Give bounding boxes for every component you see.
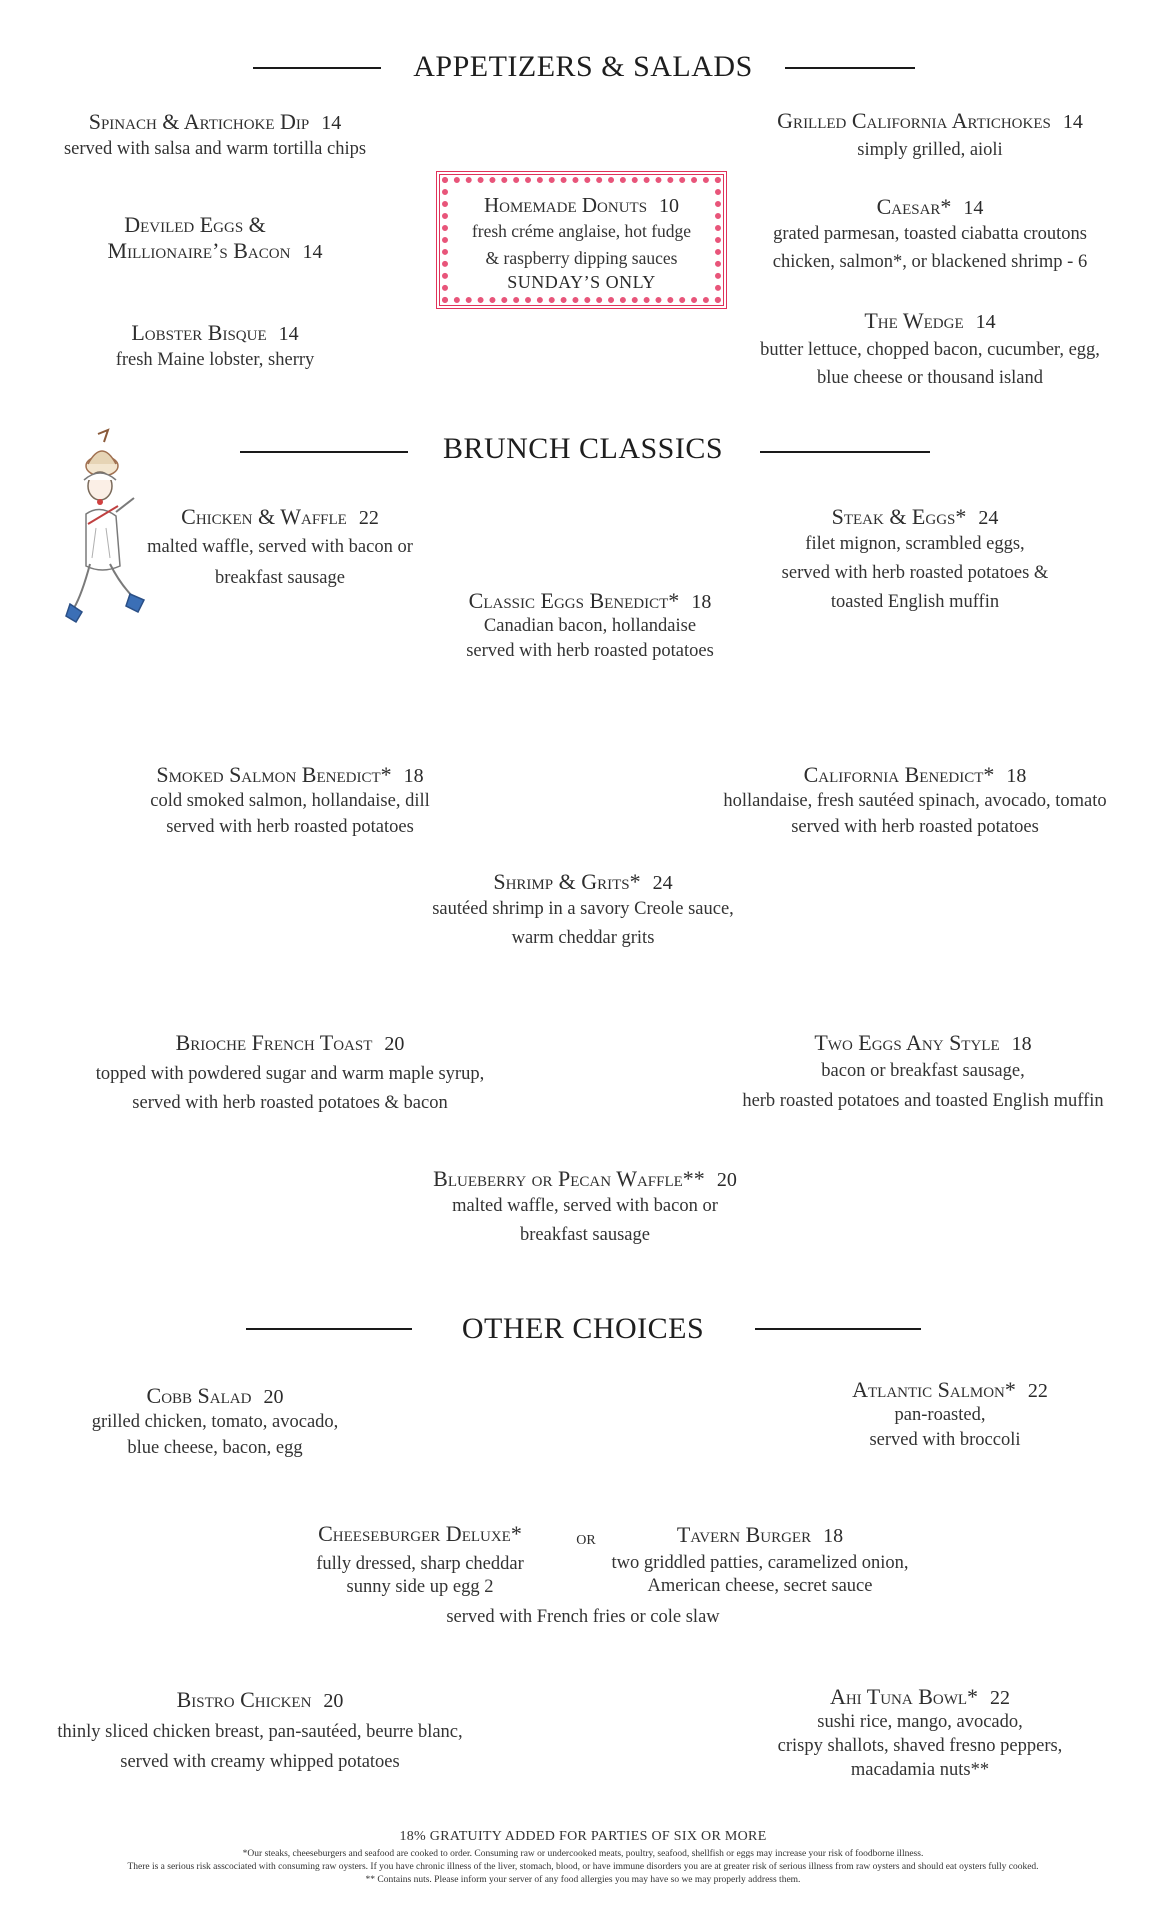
item-price: 14 <box>302 241 323 263</box>
menu-item-cobb-salad <box>60 1383 370 1461</box>
item-price: 22 <box>990 1687 1011 1709</box>
item-price: 10 <box>659 195 680 217</box>
item-description: breakfast sausage <box>215 568 345 588</box>
menu-item-blueberry-pecan-waffle <box>400 1166 770 1250</box>
item-name: Chicken & Waffle <box>181 504 347 529</box>
item-description: thinly sliced chicken breast, pan-sautéed, beurre blanc, <box>57 1722 463 1742</box>
item-name: Shrimp & Grits* <box>493 869 641 894</box>
item-description: malted waffle, served with bacon or <box>147 537 413 557</box>
item-description: herb roasted potatoes and toasted English muffin <box>742 1091 1104 1111</box>
menu-item-classic-eggs-benedict <box>420 588 760 664</box>
menu-item-california-benedict <box>705 762 1125 840</box>
item-name: The Wedge <box>864 308 964 333</box>
item-name: Blueberry or Pecan Waffle** <box>433 1166 705 1191</box>
gratuity-notice: 18% GRATUITY ADDED FOR PARTIES OF SIX OR MORE <box>399 1829 767 1844</box>
menu-item-steak-eggs <box>735 504 1095 617</box>
item-description: filet mignon, scrambled eggs, <box>805 534 1025 554</box>
item-description: served with herb roasted potatoes & <box>781 563 1049 583</box>
item-name: Classic Eggs Benedict* <box>468 588 680 613</box>
item-price: 22 <box>358 507 379 529</box>
item-description: breakfast sausage <box>520 1225 650 1245</box>
item-description: blue cheese or thousand island <box>816 368 1044 388</box>
item-description: fresh créme anglaise, hot fudge <box>471 221 692 241</box>
menu-item-chicken-waffle <box>110 504 450 594</box>
section-title-appetizers: APPETIZERS & SALADS <box>413 50 753 83</box>
item-price: 20 <box>263 1386 284 1408</box>
item-price: 18 <box>1011 1033 1032 1055</box>
item-description: Canadian bacon, hollandaise <box>483 616 697 636</box>
item-description: toasted English muffin <box>830 592 1000 612</box>
item-description: pan-roasted, <box>894 1405 986 1425</box>
menu-item-spinach-dip <box>40 109 390 163</box>
menu-item-bistro-chicken <box>40 1687 480 1777</box>
item-price: 18 <box>1006 765 1027 787</box>
item-description: simply grilled, aioli <box>857 140 1003 160</box>
item-description: blue cheese, bacon, egg <box>127 1438 303 1458</box>
item-name: Ahi Tuna Bowl* <box>829 1684 979 1709</box>
item-price: 20 <box>323 1690 344 1712</box>
section-title-brunch: BRUNCH CLASSICS <box>442 432 724 465</box>
item-price: 20 <box>716 1169 737 1191</box>
item-price: 24 <box>652 872 673 894</box>
item-description: cold smoked salmon, hollandaise, dill <box>150 791 430 811</box>
item-description: served with French fries or cole slaw <box>446 1607 720 1627</box>
item-price: 18 <box>823 1525 844 1547</box>
item-name: Grilled California Artichokes <box>777 108 1051 133</box>
item-name: Spinach & Artichoke Dip <box>88 109 310 134</box>
item-name: Lobster Bisque <box>131 320 267 345</box>
item-description: hollandaise, fresh sautéed spinach, avocado, tomato <box>723 791 1107 811</box>
menu-item-brioche-french-toast <box>70 1030 510 1118</box>
menu-item-caesar <box>730 194 1130 276</box>
item-price: 24 <box>978 507 999 529</box>
item-name: Steak & Eggs* <box>831 504 967 529</box>
item-description: sunny side up egg 2 <box>346 1577 494 1597</box>
menu-item-smoked-salmon-benedict <box>120 762 460 840</box>
item-name: Atlantic Salmon* <box>852 1377 1016 1402</box>
item-name: Bistro Chicken <box>176 1687 312 1712</box>
menu-item-deviled-eggs <box>40 212 390 264</box>
homemade-donuts-special-box <box>436 171 727 309</box>
allergy-notice: ** Contains nuts. Please inform your server of any food allergies you may have so we may properly address them. <box>365 1875 801 1885</box>
item-name: Two Eggs Any Style <box>814 1030 1000 1055</box>
consumer-advisory-line-1: *Our steaks, cheeseburgers and seafood are cooked to order. Consuming raw or undercooked meats, poultry, seafood, shellfish or eggs may increase your risk of foodborne illness. <box>242 1849 924 1859</box>
item-description: served with broccoli <box>869 1430 1021 1450</box>
menu-item-two-eggs-any-style <box>713 1030 1133 1116</box>
item-name: Millionaire’s Bacon <box>107 238 291 263</box>
menu-item-tavern-burger <box>600 1522 920 1598</box>
item-description: served with salsa and warm tortilla chips <box>63 139 367 159</box>
item-price: 20 <box>384 1033 405 1055</box>
item-name: California Benedict* <box>803 762 995 787</box>
item-description: grilled chicken, tomato, avocado, <box>91 1412 339 1432</box>
special-note: SUNDAY’S ONLY <box>507 272 656 292</box>
item-price: 14 <box>278 323 299 345</box>
divider <box>785 67 915 69</box>
section-title-other: OTHER CHOICES <box>461 1312 705 1345</box>
item-description: sushi rice, mango, avocado, <box>817 1712 1023 1732</box>
or-label: or <box>576 1527 596 1549</box>
item-description: served with herb roasted potatoes <box>166 817 414 837</box>
item-description: macadamia nuts** <box>850 1760 990 1780</box>
item-description: sautéed shrimp in a savory Creole sauce, <box>432 899 734 919</box>
item-price: 14 <box>1062 111 1083 133</box>
menu-item-lobster-bisque <box>40 320 390 374</box>
item-description: crispy shallots, shaved fresno peppers, <box>777 1736 1063 1756</box>
burger-side-note <box>383 1603 783 1631</box>
item-description: malted waffle, served with bacon or <box>452 1196 718 1216</box>
item-description: fresh Maine lobster, sherry <box>115 350 315 370</box>
item-description: bacon or breakfast sausage, <box>821 1061 1025 1081</box>
consumer-advisory-line-2: There is a serious risk asscociated with consuming raw oysters. If you have chronic illness of the liver, stomach, blood, or have immune disorders you are at greater risk of serious illness from raw oysters and should eat oysters fully cooked. <box>127 1862 1039 1872</box>
divider <box>760 451 930 453</box>
item-name: Smoked Salmon Benedict* <box>156 762 392 787</box>
item-price: 22 <box>1027 1380 1048 1402</box>
item-description: served with herb roasted potatoes & bacon <box>132 1093 448 1113</box>
item-name: Caesar* <box>876 194 952 219</box>
item-description: chicken, salmon*, or blackened shrimp - 6 <box>772 252 1088 272</box>
menu-item-ahi-tuna-bowl <box>760 1684 1080 1782</box>
item-name: Brioche French Toast <box>175 1030 373 1055</box>
divider <box>755 1328 921 1330</box>
menu-item-atlantic-salmon <box>800 1377 1100 1453</box>
item-price: 18 <box>691 591 712 613</box>
item-description: grated parmesan, toasted ciabatta croutons <box>773 224 1087 244</box>
item-description: warm cheddar grits <box>511 928 655 948</box>
item-description: served with herb roasted potatoes <box>791 817 1039 837</box>
item-name: Cobb Salad <box>146 1383 252 1408</box>
item-price: 14 <box>321 112 342 134</box>
item-description: & raspberry dipping sauces <box>485 248 678 268</box>
item-description: served with herb roasted potatoes <box>466 641 714 661</box>
item-name: Tavern Burger <box>676 1522 812 1547</box>
menu-item-shrimp-grits <box>413 869 753 953</box>
item-description: served with creamy whipped potatoes <box>120 1752 400 1772</box>
menu-item-wedge <box>730 308 1130 392</box>
menu-item-grilled-artichokes <box>730 108 1130 164</box>
item-name: Homemade Donuts <box>483 193 648 217</box>
item-description: two griddled patties, caramelized onion, <box>611 1553 909 1573</box>
item-description: topped with powdered sugar and warm maple syrup, <box>95 1064 485 1084</box>
item-name: Cheeseburger Deluxe* <box>318 1521 522 1546</box>
menu-item-cheeseburger-deluxe <box>290 1521 550 1599</box>
item-price: 18 <box>403 765 424 787</box>
item-description: fully dressed, sharp cheddar <box>316 1554 524 1574</box>
item-name: Deviled Eggs & <box>124 212 266 237</box>
item-description: butter lettuce, chopped bacon, cucumber, egg, <box>760 340 1100 360</box>
item-description: American cheese, secret sauce <box>647 1576 873 1596</box>
item-price: 14 <box>975 311 996 333</box>
item-price: 14 <box>963 197 984 219</box>
